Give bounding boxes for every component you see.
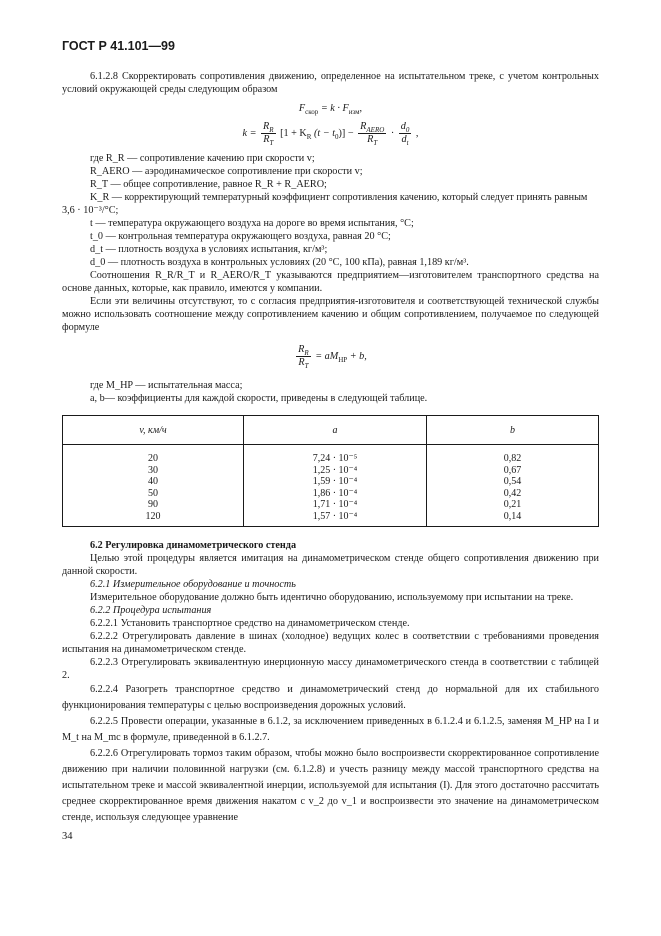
frac1-num: R — [263, 121, 270, 132]
cell-b: 0,54 — [503, 476, 522, 487]
table-row — [63, 445, 599, 527]
cell-a: 1,25 · 10⁻⁴ — [312, 464, 358, 476]
formula-k-lhs: k = — [242, 127, 260, 139]
definitions-list-2 — [62, 379, 599, 405]
fraction-rr-rt-2 — [296, 344, 311, 369]
page-number: 34 — [62, 831, 73, 842]
fraction-d0-dt — [399, 121, 412, 146]
formula-f-rhs: F — [342, 103, 349, 114]
b-column-cell — [427, 445, 599, 527]
paragraph-6-2-2-3: 6.2.2.3 Отрегулировать эквивалентную инерционную массу динамометрического стенда в соответствии с таблицей 2. — [62, 657, 599, 681]
cell-speed: 90 — [148, 499, 158, 510]
definition-item: d_0 — плотность воздуха в контрольных условиях (20 °С, 100 кПа), равная 1,189 кг/м³. — [90, 257, 469, 268]
formula-k-mid: [1 + K — [280, 127, 307, 139]
page-content — [62, 70, 599, 826]
formula-f-rhs-sub: изм — [348, 108, 360, 117]
frac1-den: R — [263, 134, 270, 145]
cell-b: 0,21 — [503, 499, 522, 510]
frac2-num-sub: AERO — [366, 126, 385, 135]
fraction-rr-rt — [261, 121, 276, 146]
paragraph-6-1-2-8: 6.1.2.8 Скорректировать сопротивления движению, определенное на испытательном треке, с учетом контрольных условий окружающей среды следующим образом — [62, 71, 599, 95]
cell-b: 0,67 — [503, 464, 522, 476]
cell-speed: 40 — [148, 476, 158, 487]
frac2-num: R — [360, 121, 367, 132]
cell-b: 0,14 — [503, 510, 522, 522]
paragraph-6-2-1-text: Измерительное оборудование должно быть идентично оборудованию, используемому при испытании на треке. — [90, 592, 574, 603]
formula-f-eq: = k · — [318, 103, 343, 114]
formula-f-corrected — [62, 102, 599, 115]
fraction-raero-rt — [358, 121, 386, 146]
column-header-speed: v, км/ч — [63, 416, 244, 445]
definition-item: t — температура окружающего воздуха на дороге во время испытания, °С; — [90, 218, 414, 229]
cell-speed: 120 — [145, 510, 161, 522]
frac3-den: d — [401, 134, 407, 145]
formula-ratio-rhs: = aM — [312, 350, 339, 362]
frac3-den-sub: t — [406, 139, 409, 148]
frac4-num-sub: R — [304, 349, 309, 358]
definition-item: R_AERO — аэродинамическое сопротивление при скорости v; — [90, 166, 363, 177]
definition-item: a, b— коэффициенты для каждой скорости, приведены в следующей таблице. — [90, 393, 428, 404]
paragraph-6-2-2-5: 6.2.2.5 Провести операции, указанные в 6.1.2, за исключением приведенных в 6.1.2.4 и 6.1.2.5, заменяя M_HP на I и M_t на M_mc в формуле, приведенной в 6.1.2.7. — [62, 716, 599, 743]
frac4-den-sub: T — [304, 362, 309, 371]
speed-column-cell — [63, 445, 244, 527]
formula-k — [62, 121, 599, 146]
document-code-header: ГОСТ Р 41.101—99 — [62, 39, 175, 53]
cell-a: 1,57 · 10⁻⁴ — [312, 510, 358, 522]
formula-f-lhs: F — [298, 103, 306, 114]
cell-a: 1,71 · 10⁻⁴ — [312, 499, 358, 510]
paragraph-6-2-2: 6.2.2 Процедура испытания — [90, 605, 212, 616]
formula-ratio-end: + b, — [347, 350, 367, 362]
paragraph-absent-values: Если эти величины отсутствуют, то с согласия предприятия-изготовителя и соответствующей технической службы можно использовать соотношение между сопротивлением качению и общим сопротивлением, получаемое по следующей формуле — [62, 296, 599, 333]
cell-speed: 20 — [148, 453, 158, 464]
formula-ratio — [62, 344, 599, 369]
table-header-row — [63, 416, 599, 445]
paragraph-6-2-1: 6.2.1 Измерительное оборудование и точность — [90, 579, 296, 590]
cell-b: 0,42 — [503, 487, 522, 499]
section-6-2-title: 6.2 Регулировка динамометрического стенда — [90, 540, 297, 551]
paragraph-ratios: Соотношения R_R/R_T и R_AERO/R_T указываются предприятием—изготовителем транспортного средства на основе данных, которые, как правило, имеются у компании. — [62, 270, 599, 294]
paragraph-6-2-2-2: 6.2.2.2 Отрегулировать давление в шинах (холодное) ведущих колес в соответствии с требованиями проведения испытания на динамометрическом стенде. — [62, 631, 599, 655]
cell-a: 1,59 · 10⁻⁴ — [312, 476, 358, 487]
definition-item: где M_HP — испытательная масса; — [90, 380, 243, 391]
cell-speed: 30 — [148, 464, 158, 476]
frac3-num: d — [400, 121, 406, 132]
formula-k-mid2: (t − t — [311, 127, 336, 139]
cell-speed: 50 — [148, 487, 158, 499]
frac1-num-sub: R — [269, 126, 274, 135]
definition-item: K_R — корректирующий температурный коэффициент сопротивления качению, который следует принять равным 3,6 · 10⁻³/°С; — [62, 192, 588, 216]
cell-b: 0,82 — [503, 453, 522, 464]
cell-a: 1,86 · 10⁻⁴ — [312, 487, 358, 499]
definition-item: t_0 — контрольная температура окружающего воздуха, равная 20 °С; — [90, 231, 391, 242]
definitions-list — [62, 152, 599, 269]
frac2-den-sub: T — [373, 139, 378, 148]
column-header-a: a — [244, 416, 427, 445]
frac1-den-sub: T — [269, 139, 274, 148]
formula-ratio-rhs-sub: HP — [338, 355, 348, 364]
formula-k-mid2-sub: 0 — [335, 132, 339, 141]
definition-item: R_T — общее сопротивление, равное R_R + R_AERO; — [90, 179, 327, 190]
cell-a: 7,24 · 10⁻⁵ — [312, 453, 358, 464]
frac4-den: R — [298, 357, 305, 368]
coefficients-table — [62, 415, 599, 527]
paragraph-6-2: Целью этой процедуры является имитация на динамометрическом стенде общего сопротивления движению при данной скорости. — [62, 553, 599, 577]
a-column-cell — [244, 445, 427, 527]
paragraph-6-2-2-1: 6.2.2.1 Установить транспортное средство на динамометрическом стенде. — [90, 618, 410, 629]
formula-k-mid3: )] − — [338, 127, 357, 139]
formula-k-mid-sub: R — [306, 132, 312, 141]
paragraph-6-2-2-4: 6.2.2.4 Разогреть транспортное средство и динамометрический стенд до нормальной для их стабильного функционирования температуры с целью воспроизведения дорожных условий. — [62, 684, 599, 711]
formula-k-dot: · — [390, 127, 397, 139]
definition-item: где R_R — сопротивление качению при скорости v; — [90, 153, 315, 164]
frac2-den: R — [367, 134, 374, 145]
definition-item: d_t — плотность воздуха в условиях испытания, кг/м³; — [90, 244, 328, 255]
paragraph-6-2-2-6: 6.2.2.6 Отрегулировать тормоз таким образом, чтобы можно было воспроизвести скорректированное сопротивление движению при наличии половинной нагрузки (см. 6.1.2.8) и учесть разницу между массой транспортного средства на испытательном треке и массой эквивалентной инерции, используемой для испытания (I). Для этого достаточно рассчитать среднее скорректированное время движения накатом с v_2 до v_1 и воспроизвести это значение на динамометрическом стенде, используя следующее уравнение — [62, 748, 599, 823]
formula-f-end: , — [359, 103, 363, 114]
formula-k-end: , — [415, 127, 419, 139]
column-header-b: b — [427, 416, 599, 445]
formula-f-lhs-sub: скор — [305, 108, 319, 117]
frac3-num-sub: 0 — [405, 126, 410, 135]
frac4-num: R — [298, 344, 305, 355]
